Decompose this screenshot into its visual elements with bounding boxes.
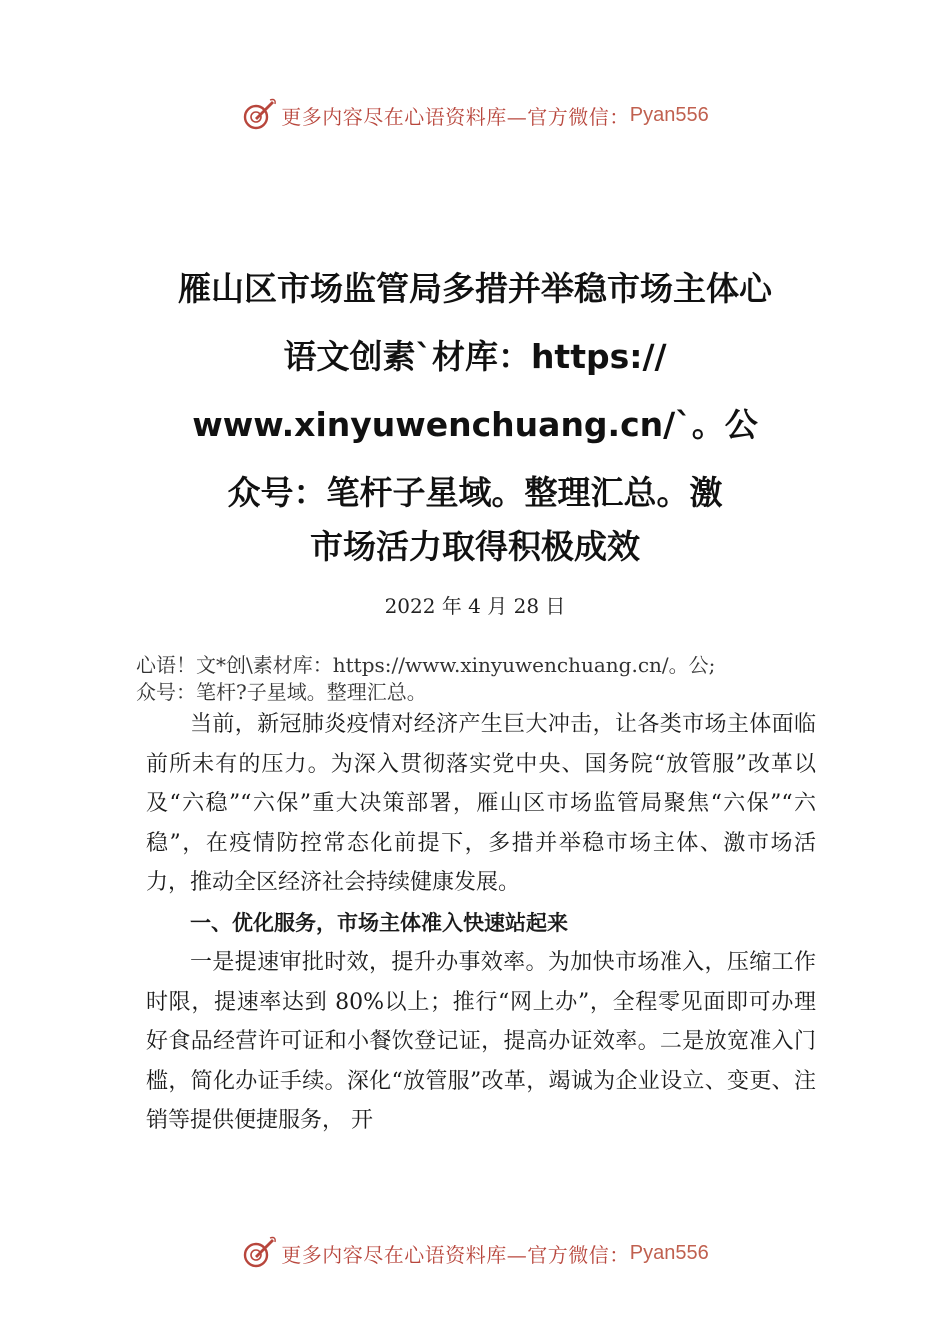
- quill-seal-icon: [241, 1235, 277, 1271]
- document-title: [60, 262, 890, 574]
- title-line-3: www.xinyuwenchuang.cn/`。公: [192, 405, 758, 444]
- watermark-line-2: 众号：笔杆?子星域。整理汇总。: [136, 680, 427, 704]
- section-heading-1: 一、优化服务，市场主体准入快速站起来: [190, 910, 568, 935]
- header-banner: [0, 95, 950, 135]
- paragraph-section-1: 一是提速审批时效，提升办事效率。为加快市场准入，压缩工作时限，提速率达到 80%以上；推行“网上办”，全程零见面即可办理好食品经营许可证和小餐饮登记证，提高办证效率。二是放宽准入门槛，简化办证手续。深化“放管服”改革，竭诚为企业设立、变更、注销等提供便捷服务， 开: [146, 949, 816, 1134]
- quill-seal-icon: [241, 97, 277, 133]
- title-line-1: 雁山区市场监管局多措并举稳市场主体心: [178, 269, 772, 308]
- paragraph-intro: 当前，新冠肺炎疫情对经济产生巨大冲击，让各类市场主体面临前所未有的压力。为深入贯彻落实党中央、国务院“放管服”改革以及“六稳”“六保”重大决策部署，雁山区市场监管局聚焦“六保”“六稳”，在疫情防控常态化前提下，多措并举稳市场主体、激市场活力，推动全区经济社会持续健康发展。: [146, 712, 816, 896]
- title-line-2: 语文创素`材库：https://: [283, 337, 667, 376]
- banner-text: 更多内容尽在心语资料库—官方微信：: [281, 1242, 630, 1267]
- document-body: [146, 705, 816, 1141]
- banner-text: 更多内容尽在心语资料库—官方微信：: [281, 104, 630, 129]
- title-line-4: 众号：笔杆子星域。整理汇总。激: [227, 473, 723, 512]
- banner-wechat-id: Pyan556: [629, 1241, 709, 1264]
- footer-banner: [0, 1233, 950, 1273]
- watermark-text: [136, 652, 856, 706]
- title-line-5: 市场活力取得积极成效: [310, 527, 640, 566]
- document-date: 2022 年 4 月 28 日: [384, 594, 566, 618]
- banner-wechat-id: Pyan556: [629, 103, 709, 126]
- watermark-line-1: 心语！文*创\素材库：https://www.xinyuwenchuang.cn/。公;: [136, 653, 716, 677]
